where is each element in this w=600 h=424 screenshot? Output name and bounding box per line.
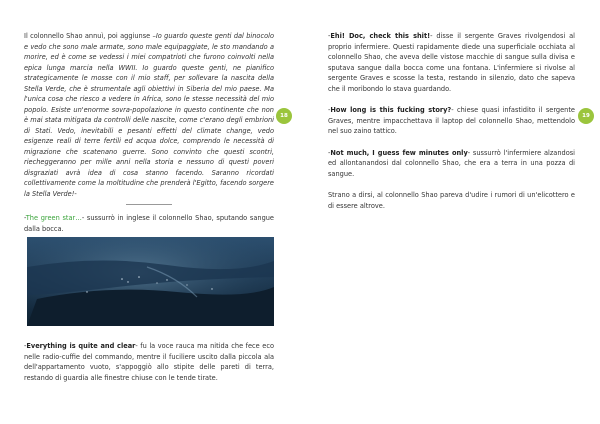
monologue-end: - xyxy=(74,189,77,198)
left-paragraph-green-star: -The green star…- sussurrò in inglese il colonnello Shao, sputando sangue dalla bocca. xyxy=(24,214,274,233)
page-number-left: 18 xyxy=(276,108,292,124)
aerial-night-photo xyxy=(27,237,274,326)
page-number-right: 19 xyxy=(578,108,594,124)
section-divider xyxy=(126,204,172,205)
right-paragraph-not-much: -Not much, I guess few minutes only- sussurrò l'infermiere alzandosi ed allontanandosi dal colonnello Shao, che era a terra in una pozza di sangue. xyxy=(328,148,575,178)
monologue-intro: Il colonnello Shao annuì, poi aggiunse – xyxy=(24,32,156,40)
how-long-quote: How long is this fucking story? xyxy=(330,106,452,114)
green-star-quote: The green star… xyxy=(25,214,82,222)
monologue-quote: Io guardo queste genti dal binocolo e vedo che sono male armate, sono male equipaggiate, le sto mandando a morire, ed è come se vedessi i miei compatrioti che furono coinvolti nella epica lunga marcia nella WWII. Io guardo queste genti, ne pianifico strategicamente le mosse con il mio staff, per sollevare la nascita della Stella Verde, che è strumentale agli obiettivi in Siberia del mio paese. Ma l'unica cosa che riesco a vedere in Africa, sono le stesse necessità del mio popolo. Esiste un'enorme sovra-popolazione in questo continente che non è mai stata mitigata da controlli delle nascite, come c'erano degli embrioni di Stati. Vedo, inevitabili e pesanti effetti del climate change, vedo esigenze reali di terre fertili ed acqua dolce, comprendo le necessità di migrazione che scatenano guerre. Sono convinto che questi scontri, riecheggeranno per mille anni nella storia e nessuno di questi poveri disgraziati avrà idea di cosa stanno facendo. Saranno ricordati collettivamente come la moltitudine che prenderà l'Egitto, facendo sorgere la Stella Verde! xyxy=(24,32,274,198)
not-much-quote: Not much, I guess few minutes only xyxy=(330,148,468,157)
right-paragraph-doc: -Ehi! Doc, check this shit!- disse il sergente Graves rivolgendosi al proprio infermiere. Questi rapidamente diede una superficiale occhiata al colonnello Shao, che aveva delle vistose macchie di sangue sulla divisa e sputava sangue dalla bocca come una fontana. L'infermiere si rivolse al sergente Graves e scosse la testa, restando in silenzio, dato che sapeva che il moribondo lo stava guardando. xyxy=(328,32,575,93)
right-column xyxy=(328,0,575,211)
right-paragraph-how-long: -How long is this fucking story?- chiese quasi infastidito il sergente Graves, mentre impacchettava il laptop del colonnello Shao, mettendolo nel suo zaino tattico. xyxy=(328,106,575,135)
right-paragraph-strano: Strano a dirsi, al colonnello Shao pareva d'udire i rumori di un'elicottero e di essere altrove. xyxy=(328,191,575,210)
left-paragraph-monologue xyxy=(24,31,274,199)
aerial-photo-image xyxy=(27,237,274,326)
doc-quote: Ehi! Doc, check this shit! xyxy=(330,32,431,40)
quite-clear-quote: Everything is quite and clear xyxy=(26,342,136,350)
left-paragraph-quite-clear: -Everything is quite and clear- fu la voce rauca ma nitida che fece eco nelle radio-cuffie del commando, mentre il fuciliere uscito dalla piccola ala dell'appartamento vuoto, s'appoggiò allo stipite delle pareti di terra, restando di guardia alle finestre chiuse con le tende tirate. xyxy=(24,342,274,382)
